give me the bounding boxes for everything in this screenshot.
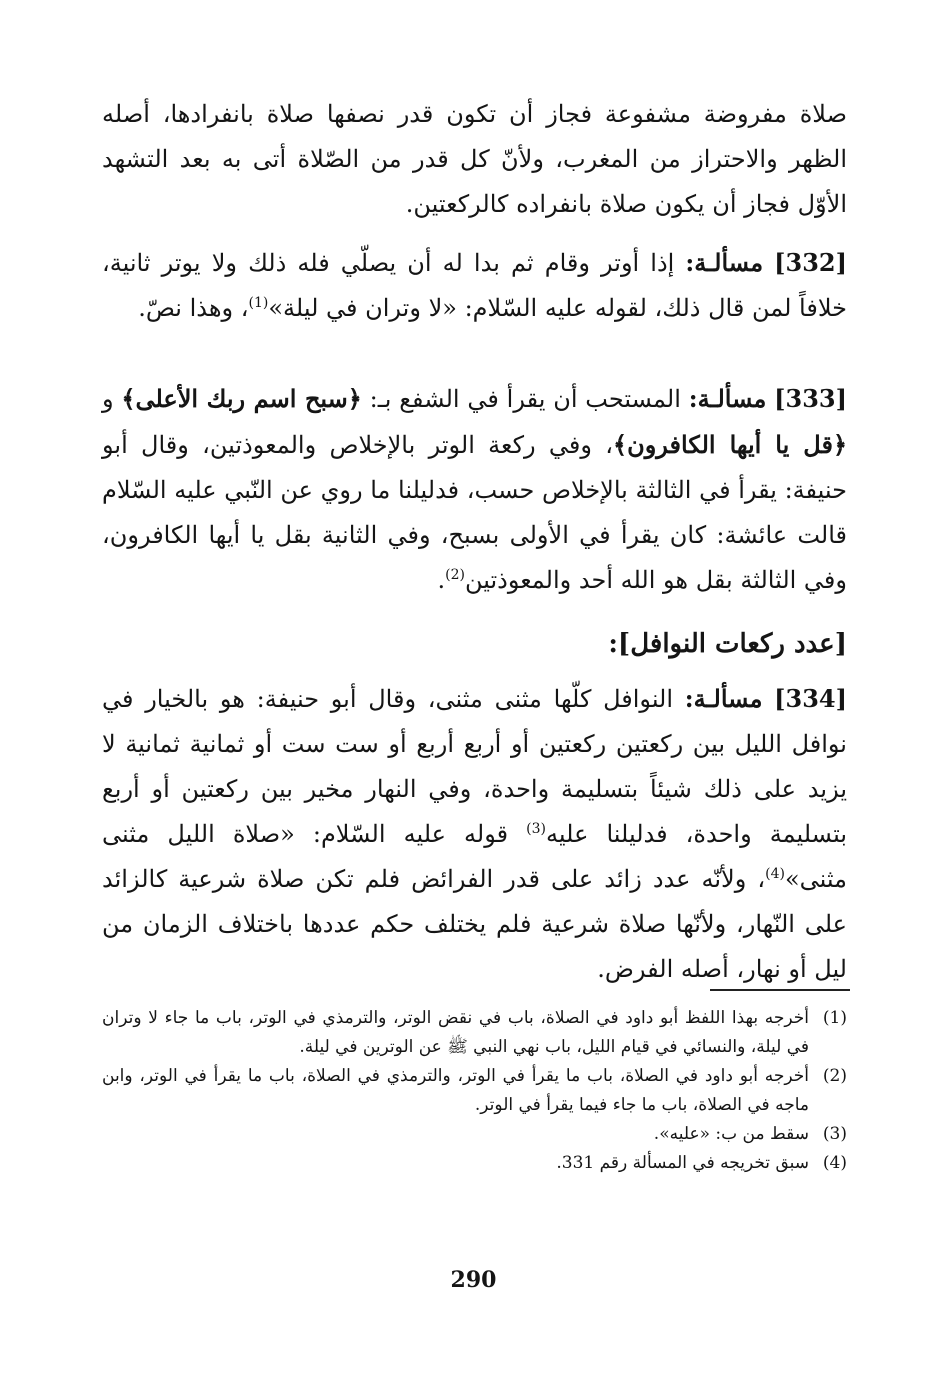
footnote-divider bbox=[710, 989, 850, 991]
footnote-text: أخرجه بهذا اللفظ أبو داود في الصلاة، باب في نقض الوتر، والترمذي في الوتر، باب ما جاء لا وتران في ليلة، والنسائي في قيام الليل، باب نهي النبي ﷺ عن الوترين في ليلة. bbox=[102, 1008, 809, 1057]
issue-text-2: قوله عليه السّلام: «صلاة الليل مثنى مثنى» bbox=[102, 820, 847, 893]
footnote-item bbox=[102, 1120, 847, 1149]
page-number: 290 bbox=[450, 1267, 497, 1293]
footnote-ref: (3) bbox=[526, 821, 547, 837]
conjunction: و bbox=[102, 385, 114, 413]
footnote-number: (1) bbox=[822, 1008, 847, 1028]
footnote-number: (2) bbox=[822, 1066, 847, 1086]
issue-number: [332] bbox=[774, 248, 847, 277]
issue-332 bbox=[102, 240, 847, 331]
issue-text-end: ، وهذا نصّ. bbox=[138, 294, 249, 322]
issue-label: مسألـة: bbox=[684, 684, 763, 713]
issue-text-2: ، وفي ركعة الوتر بالإخلاص والمعوذتين، وقال أبو حنيفة: يقرأ في الثالثة بالإخلاص حسب، فدليلنا ما روي عن النّبي عليه السّلام قالت عائشة: كان يقرأ في الأولى بسبح، وفي الثانية بقل يا أيها الكافرون، وفي الثالثة بقل هو الله أحد والمعوذتين bbox=[102, 431, 847, 594]
issue-number: [334] bbox=[774, 684, 847, 713]
footnote-ref: (2) bbox=[445, 567, 465, 583]
issue-number: [333] bbox=[774, 384, 847, 413]
footnote-ref: (1) bbox=[248, 295, 269, 311]
footnote-item bbox=[102, 1149, 847, 1178]
footnote-number: (4) bbox=[822, 1153, 847, 1173]
footnote-item bbox=[102, 1004, 847, 1062]
paragraph-text: صلاة مفروضة مشفوعة فجاز أن تكون قدر نصفها صلاة بانفرادها، أصله الظهر والاحتراز من المغرب، ولأنّ كل قدر من الصّلاة أتى به بعد التشهد الأوّل فجاز أن يكون صلاة بانفراده كالركعتين. bbox=[102, 100, 847, 218]
issue-text-3: ، ولأنّه عدد زائد على قدر الفرائض فلم تكن صلاة شرعية كالزائد على النّهار، ولأنّها صلاة شرعية فلم يختلف حكم عددها باختلاف الزمان من ليل أو نهار، أصله الفرض. bbox=[102, 865, 847, 983]
footnote-ref: (4) bbox=[765, 866, 785, 882]
section-heading: [عدد ركعات النوافل]: bbox=[608, 629, 847, 659]
footnote-text: سقط من ب: «عليه». bbox=[653, 1124, 809, 1144]
footnote-item bbox=[102, 1062, 847, 1120]
footnote-text: سبق تخريجه في المسألة رقم 331. bbox=[556, 1153, 809, 1173]
issue-text: النوافل كلّها مثنى مثنى، وقال أبو حنيفة: هو بالخيار في نوافل الليل بين ركعتين ركعتين أو أربع أربع أو ست ست أو ثمانية ثمانية لا يزيد على ذلك شيئاً بتسليمة واحدة، وفي النهار مخير بين ركعتين أو أربع بتسليمة واحدة، فدليلنا عليه bbox=[102, 685, 847, 848]
issue-label: مسألـة: bbox=[685, 248, 764, 277]
quran-verse-1: ﴿سبح اسم ربك الأعلى﴾ bbox=[121, 384, 362, 413]
footnote-text: أخرجه أبو داود في الصلاة، باب ما يقرأ في الوتر، والترمذي في الصلاة، باب ما يقرأ في الوتر، وابن ماجه في الصلاة، باب ما جاء فيما يقرأ في الوتر. bbox=[102, 1066, 809, 1115]
issue-text-end: . bbox=[437, 566, 446, 594]
issue-label: مسألـة: bbox=[688, 384, 767, 413]
issue-334 bbox=[102, 676, 847, 992]
issue-text: المستحب أن يقرأ في الشفع بـ: bbox=[369, 385, 681, 413]
issue-333 bbox=[102, 376, 847, 603]
issue-text: إذا أوتر وقام ثم بدا له أن يصلّي فله ذلك ولا يوتر ثانية، خلافاً لمن قال ذلك، لقوله عليه السّلام: «لا وتران في ليلة» bbox=[102, 249, 847, 322]
footnote-number: (3) bbox=[822, 1124, 847, 1144]
quran-verse-2: ﴿قل يا أيها الكافرون﴾ bbox=[613, 430, 848, 459]
footnotes bbox=[102, 1004, 847, 1178]
paragraph-continuation bbox=[102, 92, 847, 227]
